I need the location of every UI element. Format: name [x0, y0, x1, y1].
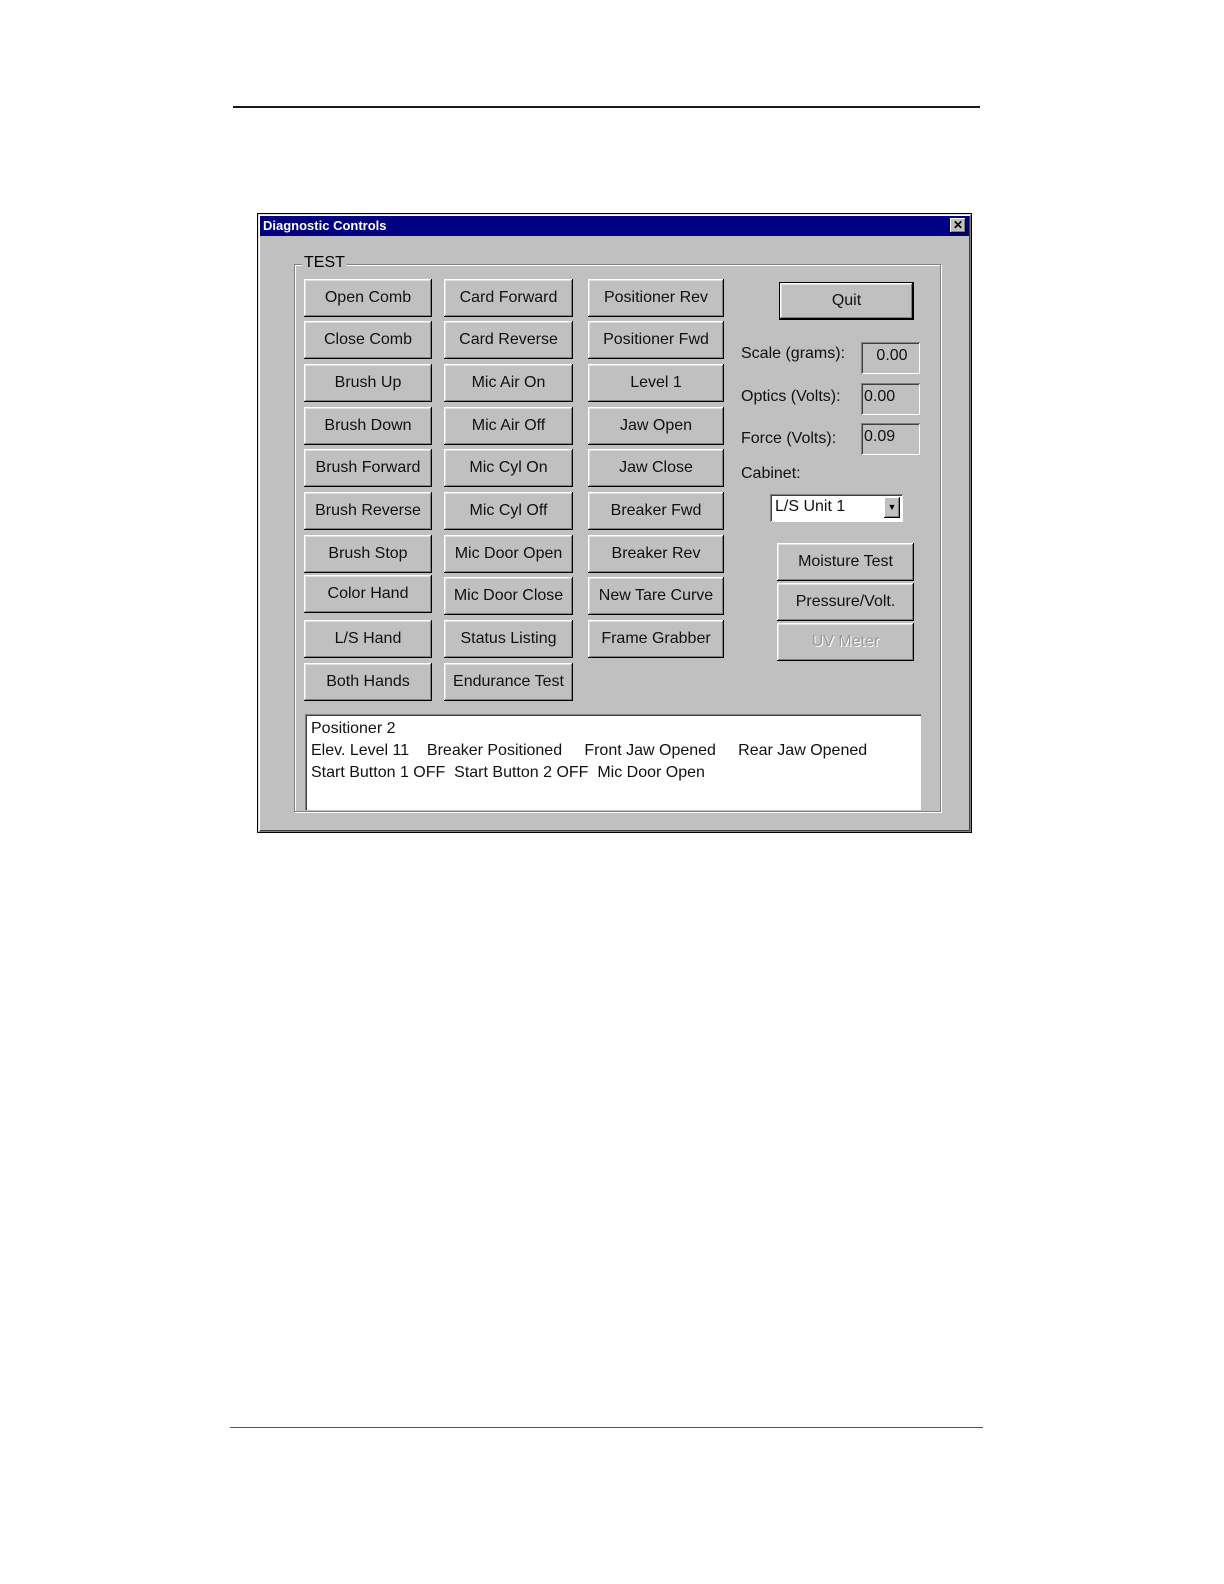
ls-hand-button[interactable]: L/S Hand: [304, 620, 432, 658]
optics-label: Optics (Volts):: [741, 388, 841, 405]
brush-forward-button[interactable]: Brush Forward: [304, 449, 432, 487]
brush-down-button[interactable]: Brush Down: [304, 407, 432, 445]
mic-door-close-button[interactable]: Mic Door Close: [444, 577, 573, 615]
mic-cyl-off-button[interactable]: Mic Cyl Off: [444, 492, 573, 530]
diagnostic-controls-window: [257, 213, 972, 833]
endurance-test-button[interactable]: Endurance Test: [444, 663, 573, 701]
both-hands-button[interactable]: Both Hands: [304, 663, 432, 701]
force-value: 0.09: [861, 423, 920, 455]
card-forward-button[interactable]: Card Forward: [444, 279, 573, 317]
new-tare-curve-button[interactable]: New Tare Curve: [588, 577, 724, 615]
scale-value: 0.00: [861, 342, 920, 374]
mic-air-off-button[interactable]: Mic Air Off: [444, 407, 573, 445]
color-hand-button[interactable]: Color Hand: [304, 575, 432, 613]
mic-cyl-on-button[interactable]: Mic Cyl On: [444, 449, 573, 487]
jaw-close-button[interactable]: Jaw Close: [588, 449, 724, 487]
close-comb-button[interactable]: Close Comb: [304, 321, 432, 359]
test-group-label: TEST: [304, 254, 345, 271]
header-rule: [233, 106, 980, 108]
status-listing-button[interactable]: Status Listing: [444, 620, 573, 658]
cabinet-label: Cabinet:: [741, 465, 801, 482]
force-label: Force (Volts):: [741, 430, 837, 447]
card-reverse-button[interactable]: Card Reverse: [444, 321, 573, 359]
status-line-3: Start Button 1 OFF Start Button 2 OFF Mic Door Open: [311, 764, 705, 781]
brush-up-button[interactable]: Brush Up: [304, 364, 432, 402]
brush-stop-button[interactable]: Brush Stop: [304, 535, 432, 573]
mic-door-open-button[interactable]: Mic Door Open: [444, 535, 573, 573]
quit-button[interactable]: Quit: [779, 282, 914, 320]
cabinet-selected-value: L/S Unit 1: [775, 498, 846, 515]
frame-grabber-button[interactable]: Frame Grabber: [588, 620, 724, 658]
positioner-fwd-button[interactable]: Positioner Fwd: [588, 321, 724, 359]
status-output-box: [305, 714, 921, 810]
close-icon[interactable]: ✕: [950, 218, 966, 233]
status-line-2: Elev. Level 11 Breaker Positioned Front Jaw Opened Rear Jaw Opened: [311, 742, 868, 759]
scale-label: Scale (grams):: [741, 345, 846, 362]
window-title: Diagnostic Controls: [263, 218, 387, 233]
level-1-button[interactable]: Level 1: [588, 364, 724, 402]
breaker-fwd-button[interactable]: Breaker Fwd: [588, 492, 724, 530]
status-line-1: Positioner 2: [311, 720, 396, 737]
optics-value: 0.00: [861, 383, 920, 415]
moisture-test-button[interactable]: Moisture Test: [777, 543, 914, 581]
chevron-down-icon[interactable]: ▼: [884, 497, 900, 518]
cabinet-select[interactable]: [770, 494, 903, 522]
footer-rule: [230, 1427, 983, 1428]
pressure-volt-button[interactable]: Pressure/Volt.: [777, 583, 914, 621]
positioner-rev-button[interactable]: Positioner Rev: [588, 279, 724, 317]
open-comb-button[interactable]: Open Comb: [304, 279, 432, 317]
brush-reverse-button[interactable]: Brush Reverse: [304, 492, 432, 530]
jaw-open-button[interactable]: Jaw Open: [588, 407, 724, 445]
title-bar[interactable]: [260, 216, 969, 236]
mic-air-on-button[interactable]: Mic Air On: [444, 364, 573, 402]
breaker-rev-button[interactable]: Breaker Rev: [588, 535, 724, 573]
uv-meter-button: UV Meter: [777, 623, 914, 661]
